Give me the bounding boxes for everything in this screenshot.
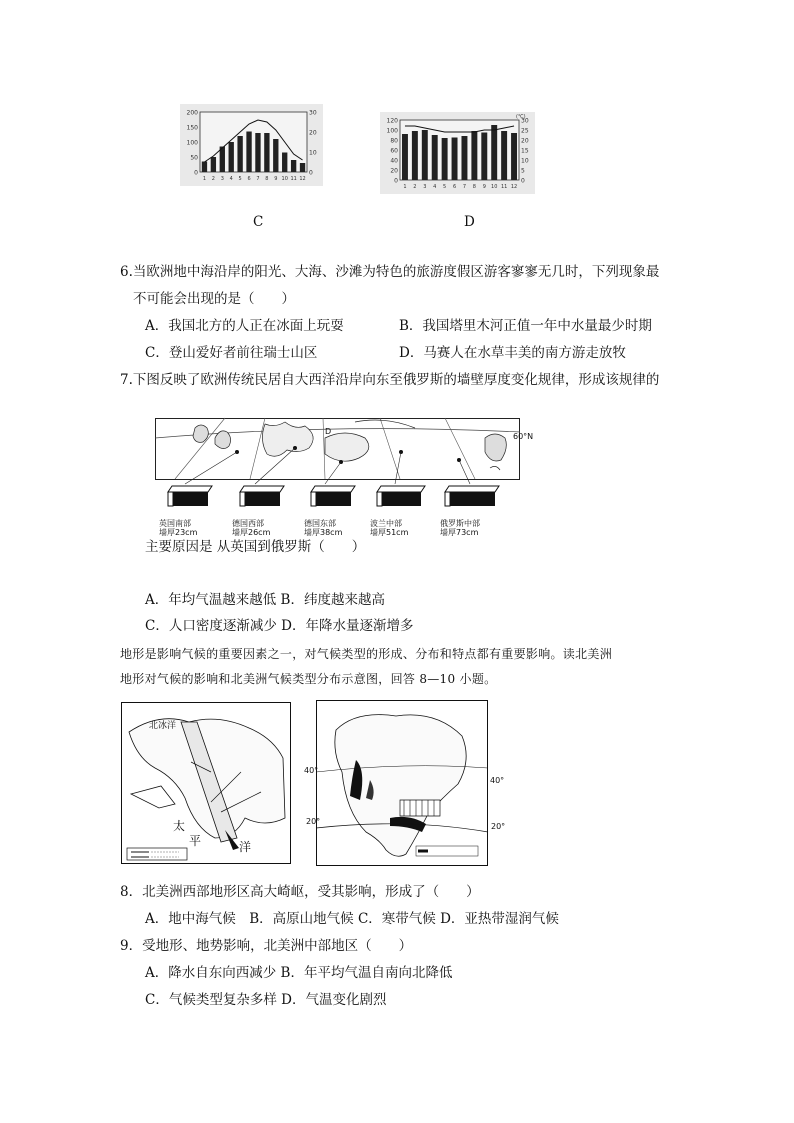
chart-d-left-tick: 80 [390, 137, 398, 145]
chart-d-left-tick: 60 [390, 147, 398, 155]
wall-place-3: 德国东部 [304, 519, 336, 528]
q8-stem: 8．北美洲西部地形区高大崎岖，受其影响，形成了（ ） [120, 884, 480, 900]
lat-20-right: 20° [491, 822, 506, 831]
chart-d-left-tick: 20 [390, 167, 398, 175]
chart-d-right-tick: 10 [521, 157, 529, 165]
wall-thick-1: 墙厚23cm [159, 528, 198, 537]
q9-options-cd: C．气候类型复杂多样 D．气温变化剧烈 [145, 992, 387, 1008]
wall-thick-4: 墙厚51cm [370, 528, 409, 537]
chart-c-left-tick: 0 [194, 169, 198, 177]
chart-d-month-tick: 5 [443, 184, 447, 190]
chart-d-unit: (℃) [516, 114, 526, 120]
wall-place-5: 俄罗斯中部 [440, 519, 480, 528]
chart-c-left-tick: 150 [186, 124, 198, 132]
wall-place-1: 英国南部 [159, 519, 191, 528]
intro-line2: 地形对气候的影响和北美洲气候类型分布示意图，回答 8—10 小题。 [120, 672, 497, 686]
chart-d-left-tick: 120 [386, 117, 398, 125]
chart-d-bar [501, 131, 507, 180]
chart-d-month-tick: 4 [433, 184, 437, 190]
chart-c-left-tick: 50 [190, 154, 198, 162]
chart-c-month-tick: 11 [290, 176, 297, 182]
chart-d-bar [432, 135, 438, 180]
chart-c-bar [229, 142, 234, 172]
chart-d-month-tick: 12 [510, 184, 518, 190]
chart-d-month-tick: 3 [423, 184, 427, 190]
chart-c-bar [211, 157, 216, 172]
climate-chart-d [380, 112, 535, 194]
q8-options: A．地中海气候 B．高原山地气候 C．寒带气候 D．亚热带湿润气候 [145, 911, 559, 927]
chart-c-left-tick: 100 [186, 139, 198, 147]
q6-option-d: D．马赛人在水草丰美的南方游走放牧 [399, 345, 626, 361]
lat-40-left: 40° [304, 766, 319, 775]
lat-20-left: 20° [306, 817, 321, 826]
chart-c-month-tick: 10 [281, 176, 288, 182]
chart-c-right-tick: 30 [309, 109, 317, 117]
q6-stem-line1: 6.当欧洲地中海沿岸的阳光、大海、沙滩为特色的旅游度假区游客寥寥无几时，下列现象最 [120, 264, 660, 280]
chart-d-left-tick: 40 [390, 157, 398, 165]
q6-option-b: B．我国塔里木河正值一年中水量最少时期 [399, 318, 652, 334]
chart-c-month-tick: 3 [220, 176, 224, 182]
chart-c-bar [202, 162, 207, 173]
wall-block-1 [168, 486, 212, 506]
q7-stem-continued: 主要原因是 从英国到俄罗斯（ ） [145, 539, 366, 555]
chart-d-month-tick: 8 [472, 184, 476, 190]
chart-c-month-tick: 7 [256, 176, 260, 182]
wall-block-3 [311, 486, 355, 506]
lat-40-right: 40° [490, 776, 505, 785]
climate-chart-c [180, 104, 323, 186]
chart-d-month-tick: 10 [491, 184, 498, 190]
chart-c-bar [300, 163, 305, 172]
wall-block-5 [445, 486, 499, 506]
ocean-label-yang: 洋 [239, 840, 252, 854]
chart-c-right-tick: 10 [309, 149, 317, 157]
chart-c-month-tick: 8 [265, 176, 269, 182]
chart-c-left-tick: 200 [186, 109, 198, 117]
q7-options-ab: A．年均气温越来越低 B．纬度越来越高 [145, 592, 385, 608]
chart-d-bar [422, 130, 428, 180]
chart-d-bar [412, 131, 418, 180]
wall-thick-5: 墙厚73cm [440, 528, 479, 537]
chart-c-month-tick: 2 [211, 176, 215, 182]
chart-d-left-tick: 100 [386, 127, 398, 135]
chart-d-svg [380, 112, 535, 194]
map-lat-label: 60°N [513, 432, 534, 441]
chart-c-label: C [253, 214, 264, 230]
q6-option-a: A．我国北方的人正在冰面上玩耍 [145, 318, 344, 334]
chart-c-month-tick: 1 [202, 176, 207, 182]
q7-options-cd: C．人口密度逐渐减少 D．年降水量逐渐增多 [145, 618, 414, 634]
wall-block-4 [377, 486, 425, 506]
chart-c-bar [282, 153, 287, 173]
q7-stem: 7.下图反映了欧洲传统民居自大西洋沿岸向东至俄罗斯的墙壁厚度变化规律，形成该规律的 [120, 372, 660, 388]
wall-thick-2: 墙厚26cm [232, 528, 271, 537]
europe-map [155, 418, 534, 480]
wall-place-4: 波兰中部 [370, 519, 402, 528]
chart-c-bar [255, 133, 260, 172]
chart-d-month-tick: 2 [413, 184, 417, 190]
chart-d-bar [471, 131, 477, 180]
chart-d-right-tick: 5 [521, 167, 525, 175]
na-climate-map [304, 700, 506, 866]
chart-d-bar [481, 133, 487, 181]
chart-d-bar [511, 133, 517, 180]
q6-option-c: C．登山爱好者前往瑞士山区 [145, 345, 318, 361]
chart-d-right-tick: 20 [521, 137, 529, 145]
chart-d-month-tick: 7 [462, 184, 467, 190]
chart-d-right-tick: 0 [521, 177, 525, 185]
map-letter-d: D [325, 427, 332, 436]
ocean-label-tai: 太 [173, 819, 186, 833]
q6-stem-line2: 不可能会出现的是（ ） [133, 291, 295, 307]
chart-d-bar [452, 138, 458, 181]
chart-c-bar [264, 133, 269, 172]
chart-d-month-tick: 11 [500, 184, 508, 190]
chart-c-bar [246, 132, 251, 173]
chart-c-bar [273, 139, 278, 172]
chart-c-bar [237, 136, 242, 172]
europe-map-svg [155, 418, 520, 480]
wall-block-2 [240, 486, 284, 506]
chart-c-month-tick: 9 [274, 176, 278, 182]
chart-d-bar [402, 134, 408, 180]
q9-stem: 9．受地形、地势影响，北美洲中部地区（ ） [120, 938, 413, 954]
chart-c-right-tick: 0 [309, 169, 313, 177]
chart-c-right-tick: 20 [309, 129, 317, 137]
chart-c-month-tick: 4 [229, 176, 233, 182]
chart-d-right-tick: 25 [521, 127, 529, 135]
chart-d-bar [461, 136, 467, 180]
chart-c-month-tick: 6 [247, 176, 251, 182]
wall-thick-3: 墙厚38cm [304, 528, 343, 537]
q9-options-ab: A．降水自东向西减少 B．年平均气温自南向北降低 [145, 965, 453, 981]
na-terrain-map [121, 702, 291, 864]
chart-d-left-tick: 0 [394, 177, 398, 185]
chart-c-svg [180, 104, 323, 186]
chart-c-month-tick: 12 [299, 176, 306, 182]
wall-place-2: 德国西部 [232, 519, 264, 528]
intro-line1: 地形是影响气候的重要因素之一，对气候类型的形成、分布和特点都有重要影响。读北美洲 [120, 647, 613, 661]
chart-d-right-tick: 15 [521, 147, 529, 155]
chart-d-right-tick: 30 [521, 117, 529, 125]
chart-d-month-tick: 9 [482, 184, 486, 190]
chart-d-label: D [464, 214, 475, 230]
chart-d-bar [442, 138, 448, 180]
ocean-label-arctic: 北冰洋 [149, 721, 177, 731]
chart-d-bar [491, 125, 497, 180]
chart-c-month-tick: 5 [238, 176, 242, 182]
chart-d-month-tick: 1 [403, 184, 407, 190]
chart-d-month-tick: 6 [452, 184, 457, 190]
chart-c-bar [291, 160, 296, 172]
ocean-label-ping: 平 [189, 834, 202, 848]
